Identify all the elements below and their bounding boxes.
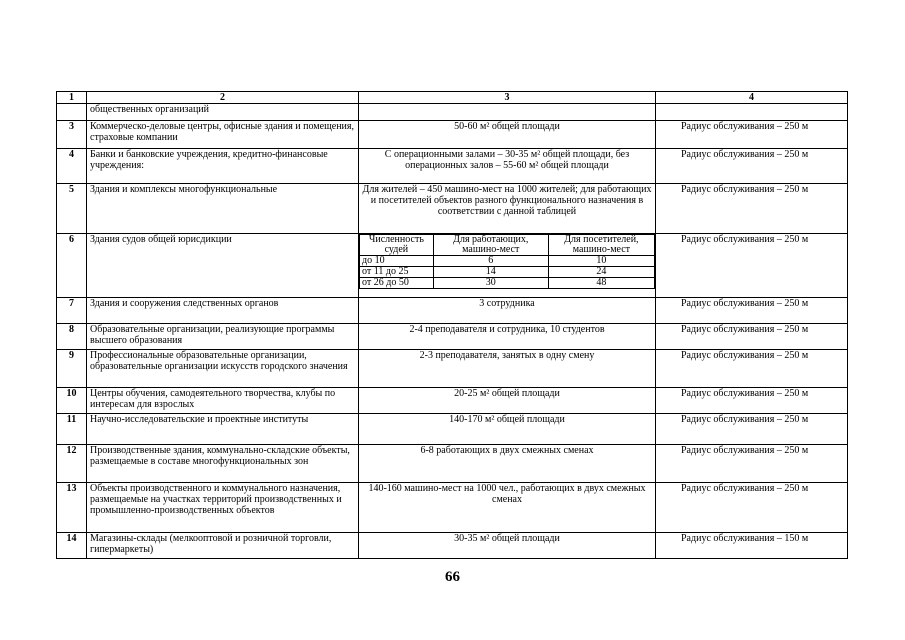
- row-number: 13: [57, 483, 87, 533]
- service-radius: Радиус обслуживания – 250 м: [656, 234, 848, 298]
- service-radius: Радиус обслуживания – 250 м: [656, 121, 848, 149]
- service-radius: Радиус обслуживания – 250 м: [656, 445, 848, 483]
- object-name: Производственные здания, коммунально-складские объекты, размещаемые в составе многофункциональных зон: [87, 445, 359, 483]
- table-row: [57, 445, 848, 483]
- norm-value: 2-4 преподавателя и сотрудника, 10 студентов: [359, 324, 656, 350]
- table-header-row: [57, 92, 848, 104]
- page-number: 66: [445, 569, 460, 585]
- table-row: [57, 298, 848, 324]
- subtable-cell: до 10: [360, 256, 434, 267]
- object-name: общественных организаций: [87, 104, 359, 121]
- table-row: [57, 414, 848, 445]
- subtable-cell: 30: [433, 278, 548, 289]
- row-number: 6: [57, 234, 87, 298]
- header-cell: 2: [87, 92, 359, 104]
- object-name: Центры обучения, самодеятельного творчества, клубы по интересам для взрослых: [87, 388, 359, 414]
- courts-subtable: [359, 234, 655, 289]
- subtable-cell: 10: [548, 256, 654, 267]
- table-row: [57, 350, 848, 388]
- row-number: 7: [57, 298, 87, 324]
- table-row: [57, 121, 848, 149]
- norm-value: Для жителей – 450 машино-мест на 1000 жителей; для работающих и посетителей объектов разного функционального назначения в соответствии с данной таблицей: [359, 184, 656, 234]
- object-name: Профессиональные образовательные организации, образовательные организации искусств городского значения: [87, 350, 359, 388]
- table-row: [57, 184, 848, 234]
- service-radius: Радиус обслуживания – 250 м: [656, 324, 848, 350]
- subtable-row: [360, 278, 655, 289]
- row-number: 5: [57, 184, 87, 234]
- subtable-cell: 48: [548, 278, 654, 289]
- header-cell: 4: [656, 92, 848, 104]
- service-radius: [656, 104, 848, 121]
- subtable-cell: 6: [433, 256, 548, 267]
- object-name: Банки и банковские учреждения, кредитно-финансовые учреждения:: [87, 149, 359, 184]
- subtable-header: Для посетителей, машино-мест: [548, 235, 654, 256]
- subtable-header-row: [360, 235, 655, 256]
- object-name: Здания и комплексы многофункциональные: [87, 184, 359, 234]
- object-name: Объекты производственного и коммунального назначения, размещаемые на участках территорий производственных и промышленно-производственных объектов: [87, 483, 359, 533]
- service-radius: Радиус обслуживания – 250 м: [656, 149, 848, 184]
- subtable-header: Для работающих, машино-мест: [433, 235, 548, 256]
- norm-value: 140-160 машино-мест на 1000 чел., работающих в двух смежных сменах: [359, 483, 656, 533]
- service-radius: Радиус обслуживания – 250 м: [656, 350, 848, 388]
- object-name: Научно-исследовательские и проектные институты: [87, 414, 359, 445]
- norm-value: 30-35 м² общей площади: [359, 533, 656, 559]
- row-number: 14: [57, 533, 87, 559]
- norm-value: С операционными залами – 30-35 м² общей площади, без операционных залов – 55-60 м² общей площади: [359, 149, 656, 184]
- subtable-cell: от 26 до 50: [360, 278, 434, 289]
- table-row: [57, 483, 848, 533]
- subtable-header: Численность судей: [360, 235, 434, 256]
- subtable-row: [360, 256, 655, 267]
- row-number: 11: [57, 414, 87, 445]
- object-name: Здания и сооружения следственных органов: [87, 298, 359, 324]
- table-row: [57, 388, 848, 414]
- service-radius: Радиус обслуживания – 250 м: [656, 184, 848, 234]
- row-number: 4: [57, 149, 87, 184]
- row-number: 10: [57, 388, 87, 414]
- object-name: Коммерческо-деловые центры, офисные здания и помещения, страховые компании: [87, 121, 359, 149]
- table-row: [57, 149, 848, 184]
- table-row: [57, 104, 848, 121]
- norm-value: [359, 104, 656, 121]
- norm-value: 3 сотрудника: [359, 298, 656, 324]
- service-radius: Радиус обслуживания – 150 м: [656, 533, 848, 559]
- table-row: [57, 324, 848, 350]
- row-number: [57, 104, 87, 121]
- norm-value: 140-170 м² общей площади: [359, 414, 656, 445]
- subtable-row: [360, 267, 655, 278]
- service-radius: Радиус обслуживания – 250 м: [656, 388, 848, 414]
- service-radius: Радиус обслуживания – 250 м: [656, 414, 848, 445]
- row-number: 3: [57, 121, 87, 149]
- courts-norm-cell: [359, 234, 656, 298]
- header-cell: 3: [359, 92, 656, 104]
- object-name: Образовательные организации, реализующие программы высшего образования: [87, 324, 359, 350]
- norm-value: 6-8 работающих в двух смежных сменах: [359, 445, 656, 483]
- object-name: Магазины-склады (мелкооптовой и розничной торговли, гипермаркеты): [87, 533, 359, 559]
- subtable-cell: 24: [548, 267, 654, 278]
- norm-value: 2-3 преподавателя, занятых в одну смену: [359, 350, 656, 388]
- header-cell: 1: [57, 92, 87, 104]
- row-number: 8: [57, 324, 87, 350]
- norm-value: 50-60 м² общей площади: [359, 121, 656, 149]
- subtable-cell: 14: [433, 267, 548, 278]
- service-radius: Радиус обслуживания – 250 м: [656, 483, 848, 533]
- row-number: 12: [57, 445, 87, 483]
- row-number: 9: [57, 350, 87, 388]
- subtable-cell: от 11 до 25: [360, 267, 434, 278]
- object-name: Здания судов общей юрисдикции: [87, 234, 359, 298]
- norm-value: 20-25 м² общей площади: [359, 388, 656, 414]
- norms-table: [56, 91, 848, 559]
- table-row: [57, 234, 848, 298]
- table-row: [57, 533, 848, 559]
- service-radius: Радиус обслуживания – 250 м: [656, 298, 848, 324]
